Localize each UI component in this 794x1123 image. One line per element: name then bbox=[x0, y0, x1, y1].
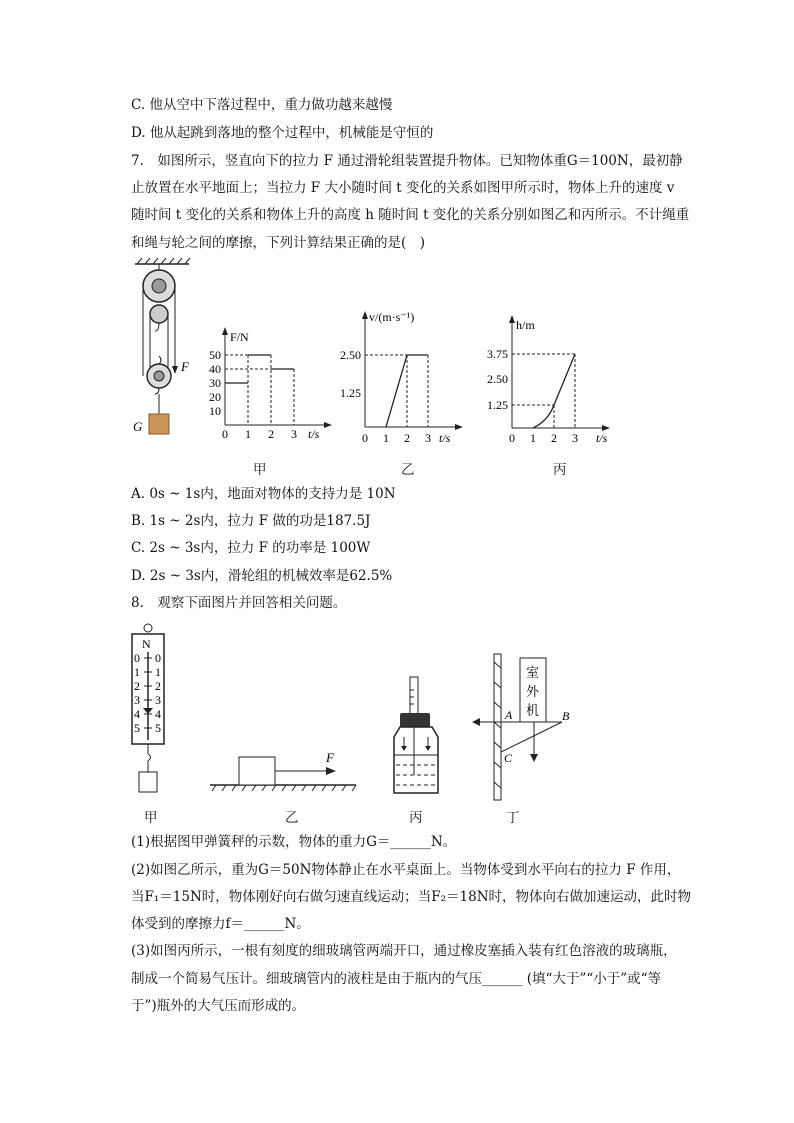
question-7-line2: 止放置在水平地面上；当拉力 F 大小随时间 t 变化的关系如图甲所示时，物体上升的速度 v bbox=[131, 180, 675, 196]
x-tick: 2 bbox=[551, 431, 557, 445]
y-axis-label: v/(m·s⁻¹) bbox=[369, 310, 415, 324]
scale-tick-left: 3 bbox=[134, 693, 140, 707]
x-tick: 1 bbox=[245, 427, 251, 441]
part-1: (1)根据图甲弹簧秤的示数，物体的重力G＝______N。 bbox=[131, 834, 457, 850]
option-d-prev: D. 他从起跳到落地的整个过程中，机械能是守恒的 bbox=[131, 125, 434, 141]
y-tick: 3.75 bbox=[487, 347, 508, 361]
caption-yi: 乙 bbox=[401, 462, 415, 478]
graph-force-time bbox=[198, 325, 333, 445]
x-tick: 0 bbox=[509, 431, 515, 445]
graph-velocity-time bbox=[335, 307, 470, 447]
y-axis-label: h/m bbox=[516, 318, 535, 332]
scale-tick-left: 1 bbox=[134, 665, 140, 679]
scale-tick-right: 5 bbox=[155, 721, 161, 735]
scale-tick-left: 5 bbox=[134, 721, 140, 735]
y-tick: 1.25 bbox=[487, 398, 508, 412]
x-tick: 3 bbox=[291, 427, 297, 441]
point-c: C bbox=[504, 751, 513, 765]
spring-scale-figure bbox=[128, 622, 170, 800]
scale-tick-left: 4 bbox=[134, 707, 140, 721]
y-tick: 10 bbox=[209, 404, 221, 418]
question-8: 8. 观察下面图片并回答相关问题。 bbox=[131, 595, 347, 611]
question-7-line3: 随时间 t 变化的关系和物体上升的高度 h 随时间 t 变化的关系分别如图乙和丙所示。不计绳重 bbox=[131, 207, 690, 223]
question-7-line4: 和绳与轮之间的摩擦，下列计算结果正确的是( ) bbox=[131, 235, 426, 251]
x-axis-label: t/s bbox=[596, 431, 608, 445]
option-a[interactable]: A. 0s ~ 1s内，地面对物体的支持力是 10N bbox=[131, 486, 396, 502]
option-c-prev: C. 他从空中下落过程中，重力做功越来越慢 bbox=[131, 97, 393, 113]
x-tick: 0 bbox=[222, 427, 228, 441]
caption-8-ding: 丁 bbox=[506, 810, 520, 826]
option-d[interactable]: D. 2s ~ 3s内，滑轮组的机械效率是62.5% bbox=[131, 568, 393, 584]
x-axis-label: t/s bbox=[308, 427, 320, 441]
x-tick: 1 bbox=[383, 431, 389, 445]
scale-tick-left: 0 bbox=[134, 651, 140, 665]
y-tick: 1.25 bbox=[340, 386, 361, 400]
force-label: F bbox=[181, 359, 189, 374]
option-c[interactable]: C. 2s ~ 3s内，拉力 F 的功率是 100W bbox=[131, 540, 371, 556]
x-axis-label: t/s bbox=[439, 431, 451, 445]
graph-height-time bbox=[478, 313, 618, 448]
caption-8-bing: 丙 bbox=[409, 810, 423, 826]
caption-8-jia: 甲 bbox=[144, 810, 158, 826]
option-b[interactable]: B. 1s ~ 2s内，拉力 F 做的功是187.5J bbox=[131, 513, 371, 529]
y-tick: 20 bbox=[209, 390, 221, 404]
point-a: A bbox=[505, 708, 513, 722]
unit-label-1: 室 bbox=[526, 665, 540, 680]
scale-unit: N bbox=[142, 637, 151, 651]
scale-tick-right: 3 bbox=[155, 693, 161, 707]
point-b: B bbox=[562, 709, 570, 723]
block-table-figure bbox=[208, 745, 358, 795]
part-3-line1: (3)如图丙所示，一根有刻度的细玻璃管两端开口，通过橡皮塞插入装有红色溶液的玻璃瓶， bbox=[131, 943, 677, 959]
x-tick: 2 bbox=[404, 431, 410, 445]
y-tick: 40 bbox=[209, 362, 221, 376]
x-tick: 2 bbox=[268, 427, 274, 441]
caption-bing: 丙 bbox=[553, 462, 567, 478]
pulley-figure bbox=[125, 256, 195, 441]
part-3-line2: 制成一个简易气压计。细玻璃管内的液柱是由于瓶内的气压______ (填“大于”“小于”或“等 bbox=[131, 971, 662, 987]
scale-tick-right: 1 bbox=[155, 665, 161, 679]
part-2-line3: 体受到的摩擦力f＝______N。 bbox=[131, 916, 310, 932]
caption-jia: 甲 bbox=[253, 462, 267, 478]
part-3-line3: 于”)瓶外的大气压而形成的。 bbox=[131, 998, 306, 1014]
y-tick: 2.50 bbox=[340, 348, 361, 362]
x-tick: 3 bbox=[572, 431, 578, 445]
scale-tick-right: 0 bbox=[155, 651, 161, 665]
x-tick: 1 bbox=[530, 431, 536, 445]
question-7-line1: 7. 如图所示，竖直向下的拉力 F 通过滑轮组装置提升物体。已知物体重G＝100N，最初静 bbox=[131, 153, 683, 169]
x-tick: 0 bbox=[362, 431, 368, 445]
scale-tick-right: 2 bbox=[155, 679, 161, 693]
unit-label-2: 外 bbox=[526, 684, 540, 699]
force-label-yi: F bbox=[326, 750, 334, 765]
y-tick: 30 bbox=[209, 376, 221, 390]
x-tick: 3 bbox=[425, 431, 431, 445]
y-tick: 50 bbox=[209, 348, 221, 362]
scale-tick-right: 4 bbox=[155, 707, 161, 721]
unit-label-3: 机 bbox=[526, 703, 540, 718]
part-2-line2: 当F₁＝15N时，物体刚好向右做匀速直线运动；当F₂＝18N时，物体向右做加速运动，此时物 bbox=[131, 889, 692, 905]
ac-unit-figure bbox=[470, 652, 580, 802]
caption-8-yi: 乙 bbox=[285, 810, 299, 826]
barometer-figure bbox=[388, 675, 444, 800]
weight-label: G bbox=[133, 419, 143, 434]
scale-tick-left: 2 bbox=[134, 679, 140, 693]
y-axis-label: F/N bbox=[230, 330, 249, 344]
part-2-line1: (2)如图乙所示，重为G＝50N物体静止在水平桌面上。当物体受到水平向右的拉力 F 作用， bbox=[131, 862, 681, 878]
y-tick: 2.50 bbox=[487, 372, 508, 386]
